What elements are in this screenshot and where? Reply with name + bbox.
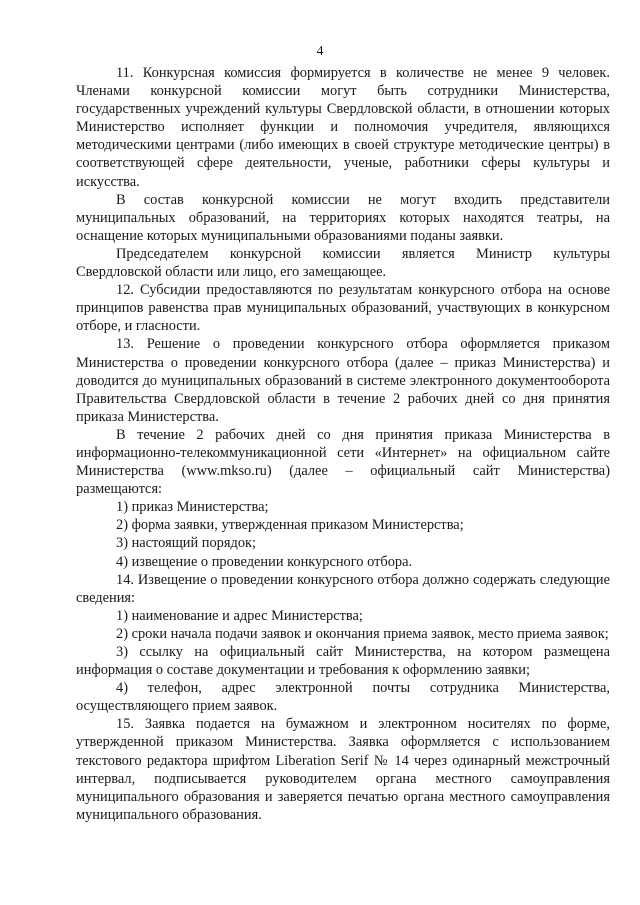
list-item-deadlines: 2) сроки начала подачи заявок и окончания приема заявок, место приема заявок; bbox=[116, 625, 609, 642]
page-number: 4 bbox=[316, 44, 324, 59]
paragraph-13-decision: 13. Решение о проведении конкурсного отбора оформляется приказом Министерства о проведении конкурсного отбора (далее – приказ Министерства) и доводится до муниципальных образований в системе электронного документооборота Правительства Свердловской области в течение 2 рабочих дней со дня принятия приказа Министерства. bbox=[76, 336, 610, 425]
document-body bbox=[76, 64, 610, 824]
paragraph-publication: В течение 2 рабочих дней со дня принятия приказа Министерства в информационно-телекоммуникационной сети «Интернет» на официальном сайте Министерства (www.mkso.ru) (далее – официальный сайт Министерства) размещаются: bbox=[76, 426, 610, 498]
paragraph-commission-chair: Председателем конкурсной комиссии является Министр культуры Свердловской области или лицо, его замещающее. bbox=[76, 245, 610, 281]
list-item-order: 1) приказ Министерства; bbox=[116, 499, 269, 516]
list-item-website-link: 3) ссылку на официальный сайт Министерства, на котором размещена информация о составе документации и требования к оформлению заявки; bbox=[76, 644, 610, 679]
list-item-ministry-address: 1) наименование и адрес Министерства; bbox=[116, 607, 363, 624]
list-item-application-form: 2) форма заявки, утвержденная приказом Министерства; bbox=[116, 517, 464, 534]
paragraph-12-subsidies: 12. Субсидии предоставляются по результатам конкурсного отбора на основе принципов равенства прав муниципальных образований, участвующих в конкурсном отборе, и гласности. bbox=[76, 282, 610, 335]
list-item-contacts: 4) телефон, адрес электронной почты сотрудника Министерства, осуществляющего прием заявок. bbox=[76, 680, 610, 715]
list-item-notice: 4) извещение о проведении конкурсного отбора. bbox=[116, 553, 413, 570]
paragraph-11-commission: 11. Конкурсная комиссия формируется в количестве не менее 9 человек. Членами конкурсной комиссии могут быть сотрудники Министерства, государственных учреждений культуры Свердловской области, в отношении которых Министерство исполняет функции и полномочия учредителя, являющихся методическими центрами (либо имеющих в своей структуре методические центры) в соответствующей сфере деятельности, ученые, работники сферы культуры и искусства. bbox=[76, 65, 610, 190]
paragraph-15-application: 15. Заявка подается на бумажном и электронном носителях по форме, утвержденной приказом Министерства. Заявка оформляется с использованием текстового редактора шрифтом Liberation Serif № 14 через одинарный межстрочный интервал, подписывается руководителем органа местного самоуправления муниципального образования и заверяется печатью органа местного самоуправления муниципального образования. bbox=[76, 716, 610, 823]
list-item-procedure: 3) настоящий порядок; bbox=[116, 535, 256, 552]
paragraph-commission-exclusion: В состав конкурсной комиссии не могут входить представители муниципальных образований, на территориях которых находятся театры, на оснащение которых муниципальными образованиями поданы заявки. bbox=[76, 191, 610, 244]
paragraph-14-notice-contents: 14. Извещение о проведении конкурсного отбора должно содержать следующие сведения: bbox=[76, 571, 610, 606]
